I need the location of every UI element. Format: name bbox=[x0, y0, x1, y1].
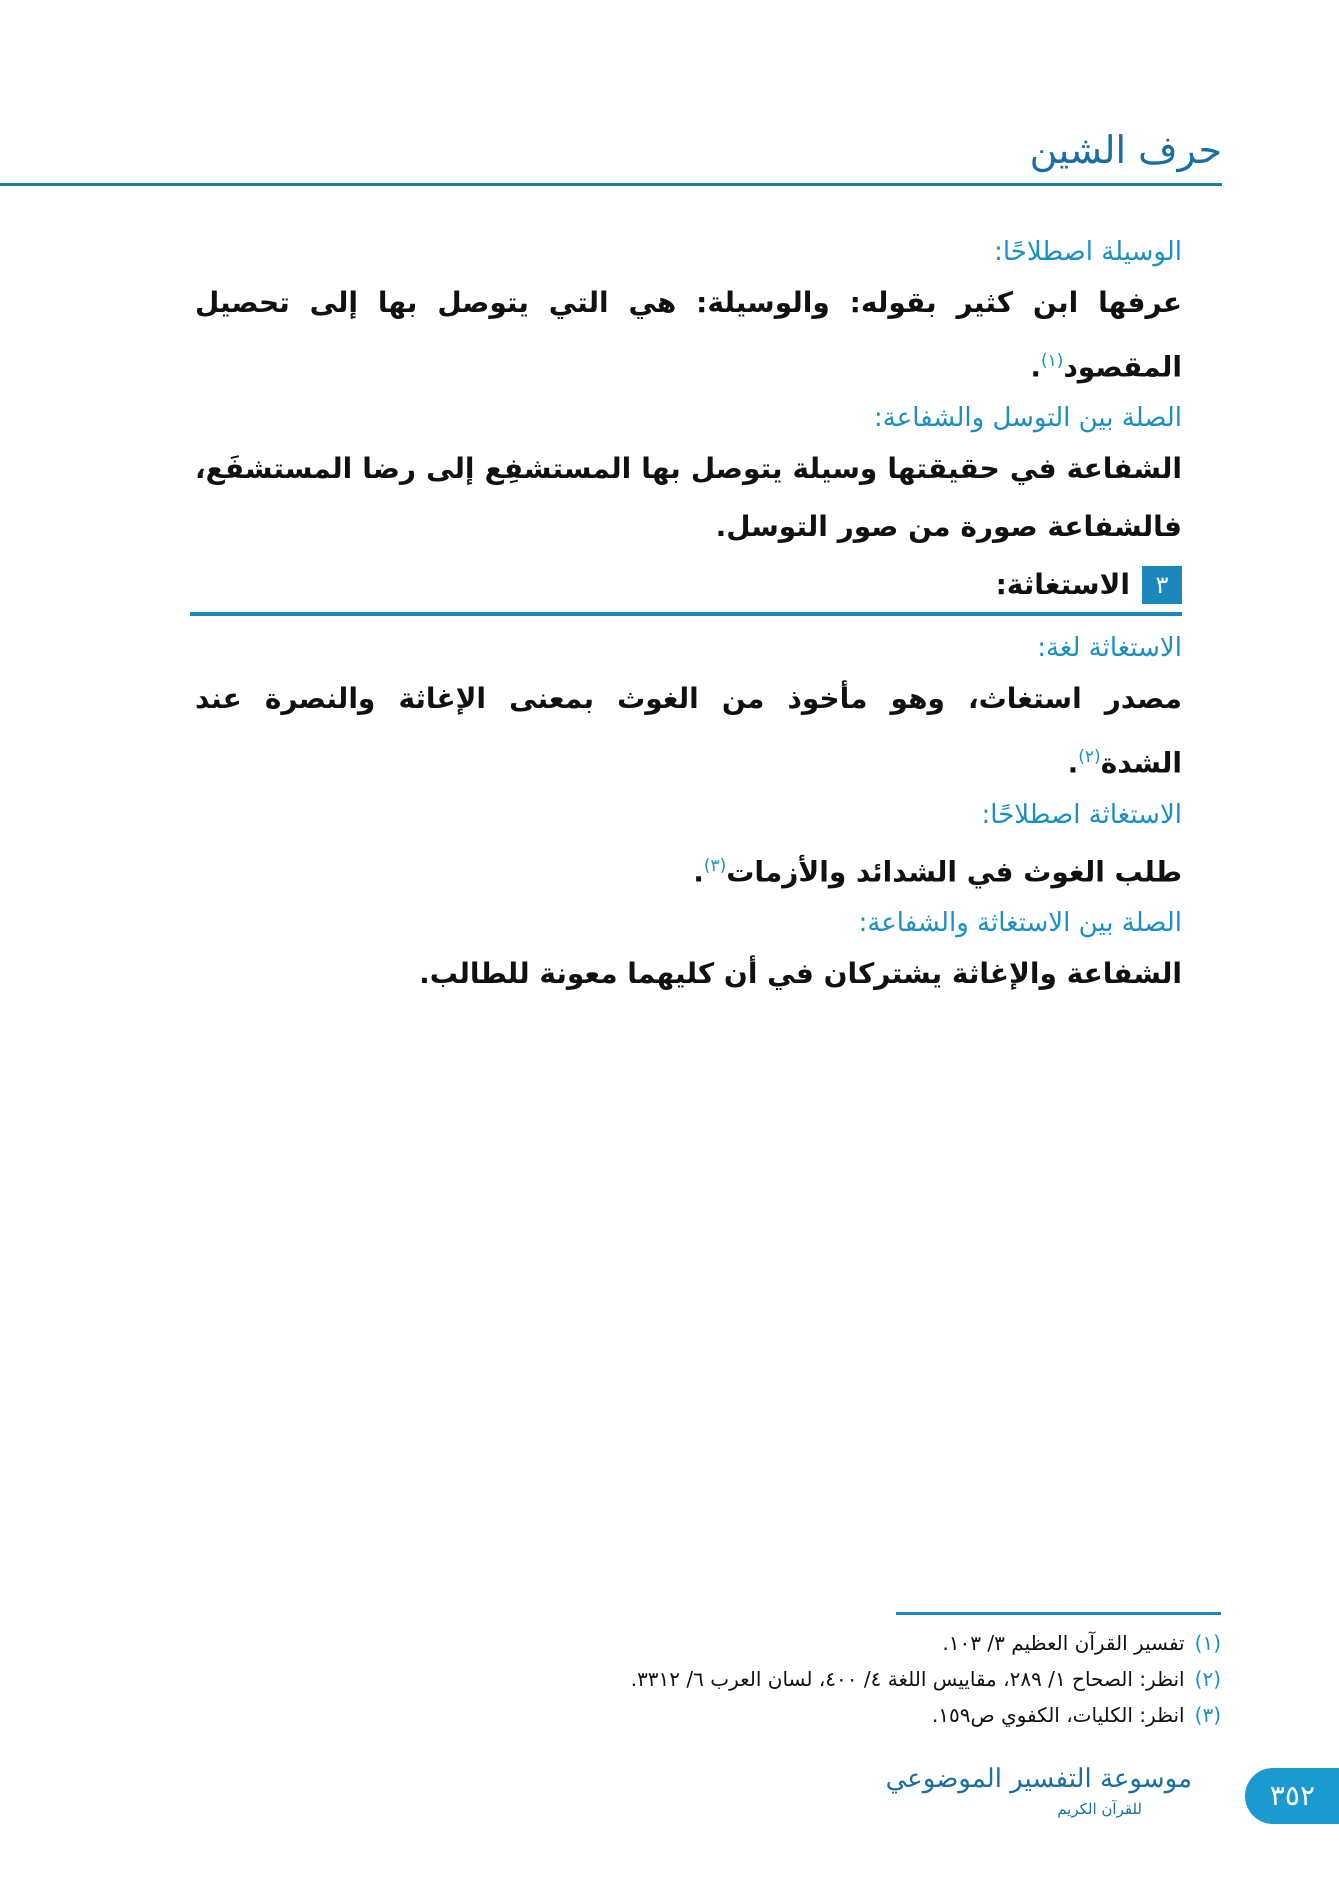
footnote-number: (١) bbox=[1194, 1631, 1221, 1655]
page-number-tab bbox=[1245, 1768, 1339, 1824]
istighatha-link-paragraph: الشفاعة والإغاثة يشتركان في أن كليهما معونة للطالب. bbox=[419, 956, 1182, 990]
footnote-divider bbox=[896, 1612, 1221, 1615]
footnote-text: انظر: الكليات، الكفوي ص١٥٩. bbox=[931, 1703, 1185, 1727]
tawassul-link-paragraph: الشفاعة في حقيقتها وسيلة يتوصل بها المستشفِع إلى رضا المستشفَع، فالشفاعة صورة من صور التوسل. bbox=[195, 452, 1182, 544]
istighatha-lang-text: مصدر استغاث، وهو مأخوذ من الغوث بمعنى الإغاثة والنصرة عند الشدة bbox=[195, 682, 1182, 780]
footnote-item bbox=[661, 1697, 1221, 1733]
wasila-term-paragraph: عرفها ابن كثير بقوله: والوسيلة: هي التي يتوصل بها إلى تحصيل المقصود$^{(١)}$. bbox=[195, 286, 1182, 384]
footnote-item bbox=[661, 1625, 1221, 1661]
page-number: ٣٥٢ bbox=[1269, 1779, 1315, 1812]
footnote-number: (٢) bbox=[1194, 1667, 1221, 1691]
logo-title: موسوعة التفسير الموضوعي bbox=[885, 1764, 1192, 1794]
istighatha-lang-heading: الاستغاثة لغة: bbox=[1037, 633, 1182, 664]
page-header bbox=[0, 128, 1222, 186]
istighatha-term-heading: الاستغاثة اصطلاحًا: bbox=[981, 799, 1182, 830]
footnote-ref-2[interactable]: (٢) bbox=[1078, 747, 1101, 768]
section-heading bbox=[195, 562, 1182, 608]
footnote-item bbox=[630, 1661, 1221, 1697]
page-footer bbox=[0, 1760, 1339, 1830]
section-divider bbox=[190, 612, 1182, 616]
footnote-ref-1[interactable]: (١) bbox=[1041, 351, 1064, 371]
encyclopedia-logo bbox=[885, 1760, 1192, 1828]
footnote-number: (٣) bbox=[1194, 1703, 1221, 1727]
logo-subtitle: للقرآن الكريم bbox=[1057, 1800, 1142, 1818]
tawassul-link-heading: الصلة بين التوسل والشفاعة: bbox=[874, 403, 1182, 434]
footnote-text: انظر: الصحاح ١/ ٢٨٩، مقاييس اللغة ٤/ ٤٠٠، لسان العرب ٦/ ٣٣١٢. bbox=[630, 1667, 1185, 1691]
chapter-title: حرف الشين bbox=[1029, 128, 1222, 172]
wasila-term-text: عرفها ابن كثير بقوله: والوسيلة: هي التي يتوصل بها إلى تحصيل المقصود bbox=[195, 286, 1182, 384]
istighatha-link-heading: الصلة بين الاستغاثة والشفاعة: bbox=[858, 907, 1182, 938]
section-number-badge: ٣ bbox=[1142, 566, 1182, 604]
main-content bbox=[195, 230, 1182, 1003]
istighatha-lang-paragraph: مصدر استغاث، وهو مأخوذ من الغوث بمعنى الإغاثة والنصرة عند الشدة$^{(٢)}$. bbox=[195, 682, 1182, 780]
istighatha-term-text: طلب الغوث في الشدائد والأزمات bbox=[726, 854, 1182, 888]
footnote-text: تفسير القرآن العظيم ٣/ ١٠٣. bbox=[942, 1631, 1185, 1655]
header-divider bbox=[0, 183, 1222, 186]
footnote-ref-3[interactable]: (٣) bbox=[703, 855, 727, 876]
footnotes bbox=[630, 1612, 1221, 1733]
wasila-term-heading: الوسيلة اصطلاحًا: bbox=[994, 237, 1182, 267]
section-title: الاستغاثة: bbox=[995, 568, 1130, 602]
istighatha-term-paragraph: طلب الغوث في الشدائد والأزمات$^{(٣)}$. bbox=[693, 854, 1182, 888]
